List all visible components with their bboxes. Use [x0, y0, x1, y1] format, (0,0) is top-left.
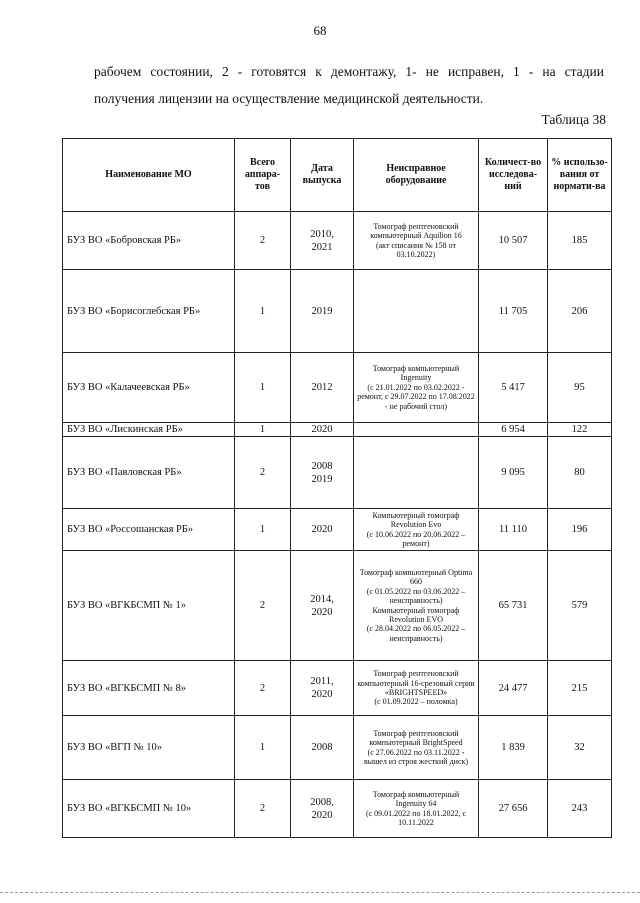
- cell-percent: 196: [548, 509, 612, 551]
- table-row: [63, 423, 612, 437]
- cell-year: 2012: [291, 353, 354, 423]
- cell-percent: 243: [548, 780, 612, 838]
- cell-year: 2020: [291, 509, 354, 551]
- cell-faulty: Томограф компьютерный Ingenuity 64 (с 09.01.2022 по 18.01.2022, с 10.11.2022: [354, 780, 479, 838]
- cell-mo: БУЗ ВО «Бобровская РБ»: [63, 212, 235, 270]
- table-caption: Таблица 38: [541, 112, 606, 127]
- header-faulty: Неисправное оборудование: [354, 139, 479, 212]
- cell-count: 27 656: [479, 780, 548, 838]
- cell-total: 2: [235, 780, 291, 838]
- cell-year: 2011, 2020: [291, 661, 354, 716]
- cell-mo: БУЗ ВО «Лискинская РБ»: [63, 423, 235, 437]
- cell-percent: 206: [548, 270, 612, 353]
- cell-count: 1 839: [479, 716, 548, 780]
- cell-total: 2: [235, 437, 291, 509]
- cell-percent: 122: [548, 423, 612, 437]
- cell-percent: 215: [548, 661, 612, 716]
- cell-year: 2020: [291, 423, 354, 437]
- header-mo: Наименование МО: [63, 139, 235, 212]
- cell-year: 2008 2019: [291, 437, 354, 509]
- header-percent: % использо-вания от нормати-ва: [548, 139, 612, 212]
- cell-year: 2019: [291, 270, 354, 353]
- cell-count: 24 477: [479, 661, 548, 716]
- header-year: Дата выпуска: [291, 139, 354, 212]
- cell-total: 1: [235, 509, 291, 551]
- table-header-row: [63, 139, 612, 212]
- table-row: [63, 780, 612, 838]
- header-total: Всего аппара-тов: [235, 139, 291, 212]
- intro-line-1: рабочем состоянии, 2 - готовятся к демонтажу, 1- не исправен, 1 - на стадии: [94, 64, 604, 79]
- cell-total: 2: [235, 661, 291, 716]
- cell-year: 2010, 2021: [291, 212, 354, 270]
- cell-mo: БУЗ ВО «ВГКБСМП № 1»: [63, 551, 235, 661]
- table-row: [63, 509, 612, 551]
- cell-mo: БУЗ ВО «ВГКБСМП № 10»: [63, 780, 235, 838]
- cell-count: 11 705: [479, 270, 548, 353]
- cell-count: 9 095: [479, 437, 548, 509]
- cell-mo: БУЗ ВО «ВГП № 10»: [63, 716, 235, 780]
- cell-faulty: [354, 423, 479, 437]
- cell-total: 1: [235, 716, 291, 780]
- table-row: [63, 353, 612, 423]
- cell-count: 6 954: [479, 423, 548, 437]
- cell-percent: 185: [548, 212, 612, 270]
- cell-percent: 80: [548, 437, 612, 509]
- cell-faulty: Томограф компьютерный Ingenuity (с 21.01.2022 по 03.02.2022 - ремонт, с 29.07.2022 по 17.08.2022 - не рабочий стол): [354, 353, 479, 423]
- cell-percent: 579: [548, 551, 612, 661]
- table-row: [63, 212, 612, 270]
- cell-mo: БУЗ ВО «Россошанская РБ»: [63, 509, 235, 551]
- cell-year: 2014, 2020: [291, 551, 354, 661]
- cell-year: 2008: [291, 716, 354, 780]
- cell-percent: 95: [548, 353, 612, 423]
- cell-faulty: Томограф рентгеновский компьютерный BrightSpeed (с 27.06.2022 по 03.11.2022 - вышел из строя жесткий диск): [354, 716, 479, 780]
- cell-mo: БУЗ ВО «ВГКБСМП № 8»: [63, 661, 235, 716]
- table-row: [63, 661, 612, 716]
- cell-faulty: Томограф рентгеновский компьютерный 16-срезовый серии «BRIGHTSPEED» (с 01.09.2022 – поломка): [354, 661, 479, 716]
- cell-total: 1: [235, 353, 291, 423]
- table-row: [63, 716, 612, 780]
- table-row: [63, 437, 612, 509]
- cell-total: 2: [235, 551, 291, 661]
- intro-line-2: получения лицензии на осуществление медицинской деятельности.: [94, 91, 484, 106]
- cell-count: 65 731: [479, 551, 548, 661]
- cell-mo: БУЗ ВО «Павловская РБ»: [63, 437, 235, 509]
- cell-count: 5 417: [479, 353, 548, 423]
- page-bottom-divider: [0, 892, 640, 893]
- cell-count: 11 110: [479, 509, 548, 551]
- cell-faulty: [354, 437, 479, 509]
- cell-total: 1: [235, 423, 291, 437]
- cell-faulty: Компьютерный томограф Revolution Evo (с 10.06.2022 по 20.06.2022 – ремонт): [354, 509, 479, 551]
- cell-total: 2: [235, 212, 291, 270]
- cell-percent: 32: [548, 716, 612, 780]
- cell-faulty: Томограф рентгеновский компьютерный Aquilion 16 (акт списания № 158 от 03.10.2022): [354, 212, 479, 270]
- cell-mo: БУЗ ВО «Борисоглебская РБ»: [63, 270, 235, 353]
- intro-paragraph: [94, 58, 604, 112]
- cell-mo: БУЗ ВО «Калачеевская РБ»: [63, 353, 235, 423]
- cell-faulty: Томограф компьютерный Optima 660 (с 01.05.2022 по 03.06.2022 – неисправность) Компьютерный томограф Revolution EVO (с 28.04.2022 по 06.05.2022 – неисправность): [354, 551, 479, 661]
- cell-total: 1: [235, 270, 291, 353]
- page-number: 68: [313, 23, 327, 38]
- equipment-table: [62, 138, 612, 838]
- table-row: [63, 270, 612, 353]
- cell-count: 10 507: [479, 212, 548, 270]
- cell-year: 2008, 2020: [291, 780, 354, 838]
- header-count: Количест-во исследова-ний: [479, 139, 548, 212]
- cell-faulty: [354, 270, 479, 353]
- table-row: [63, 551, 612, 661]
